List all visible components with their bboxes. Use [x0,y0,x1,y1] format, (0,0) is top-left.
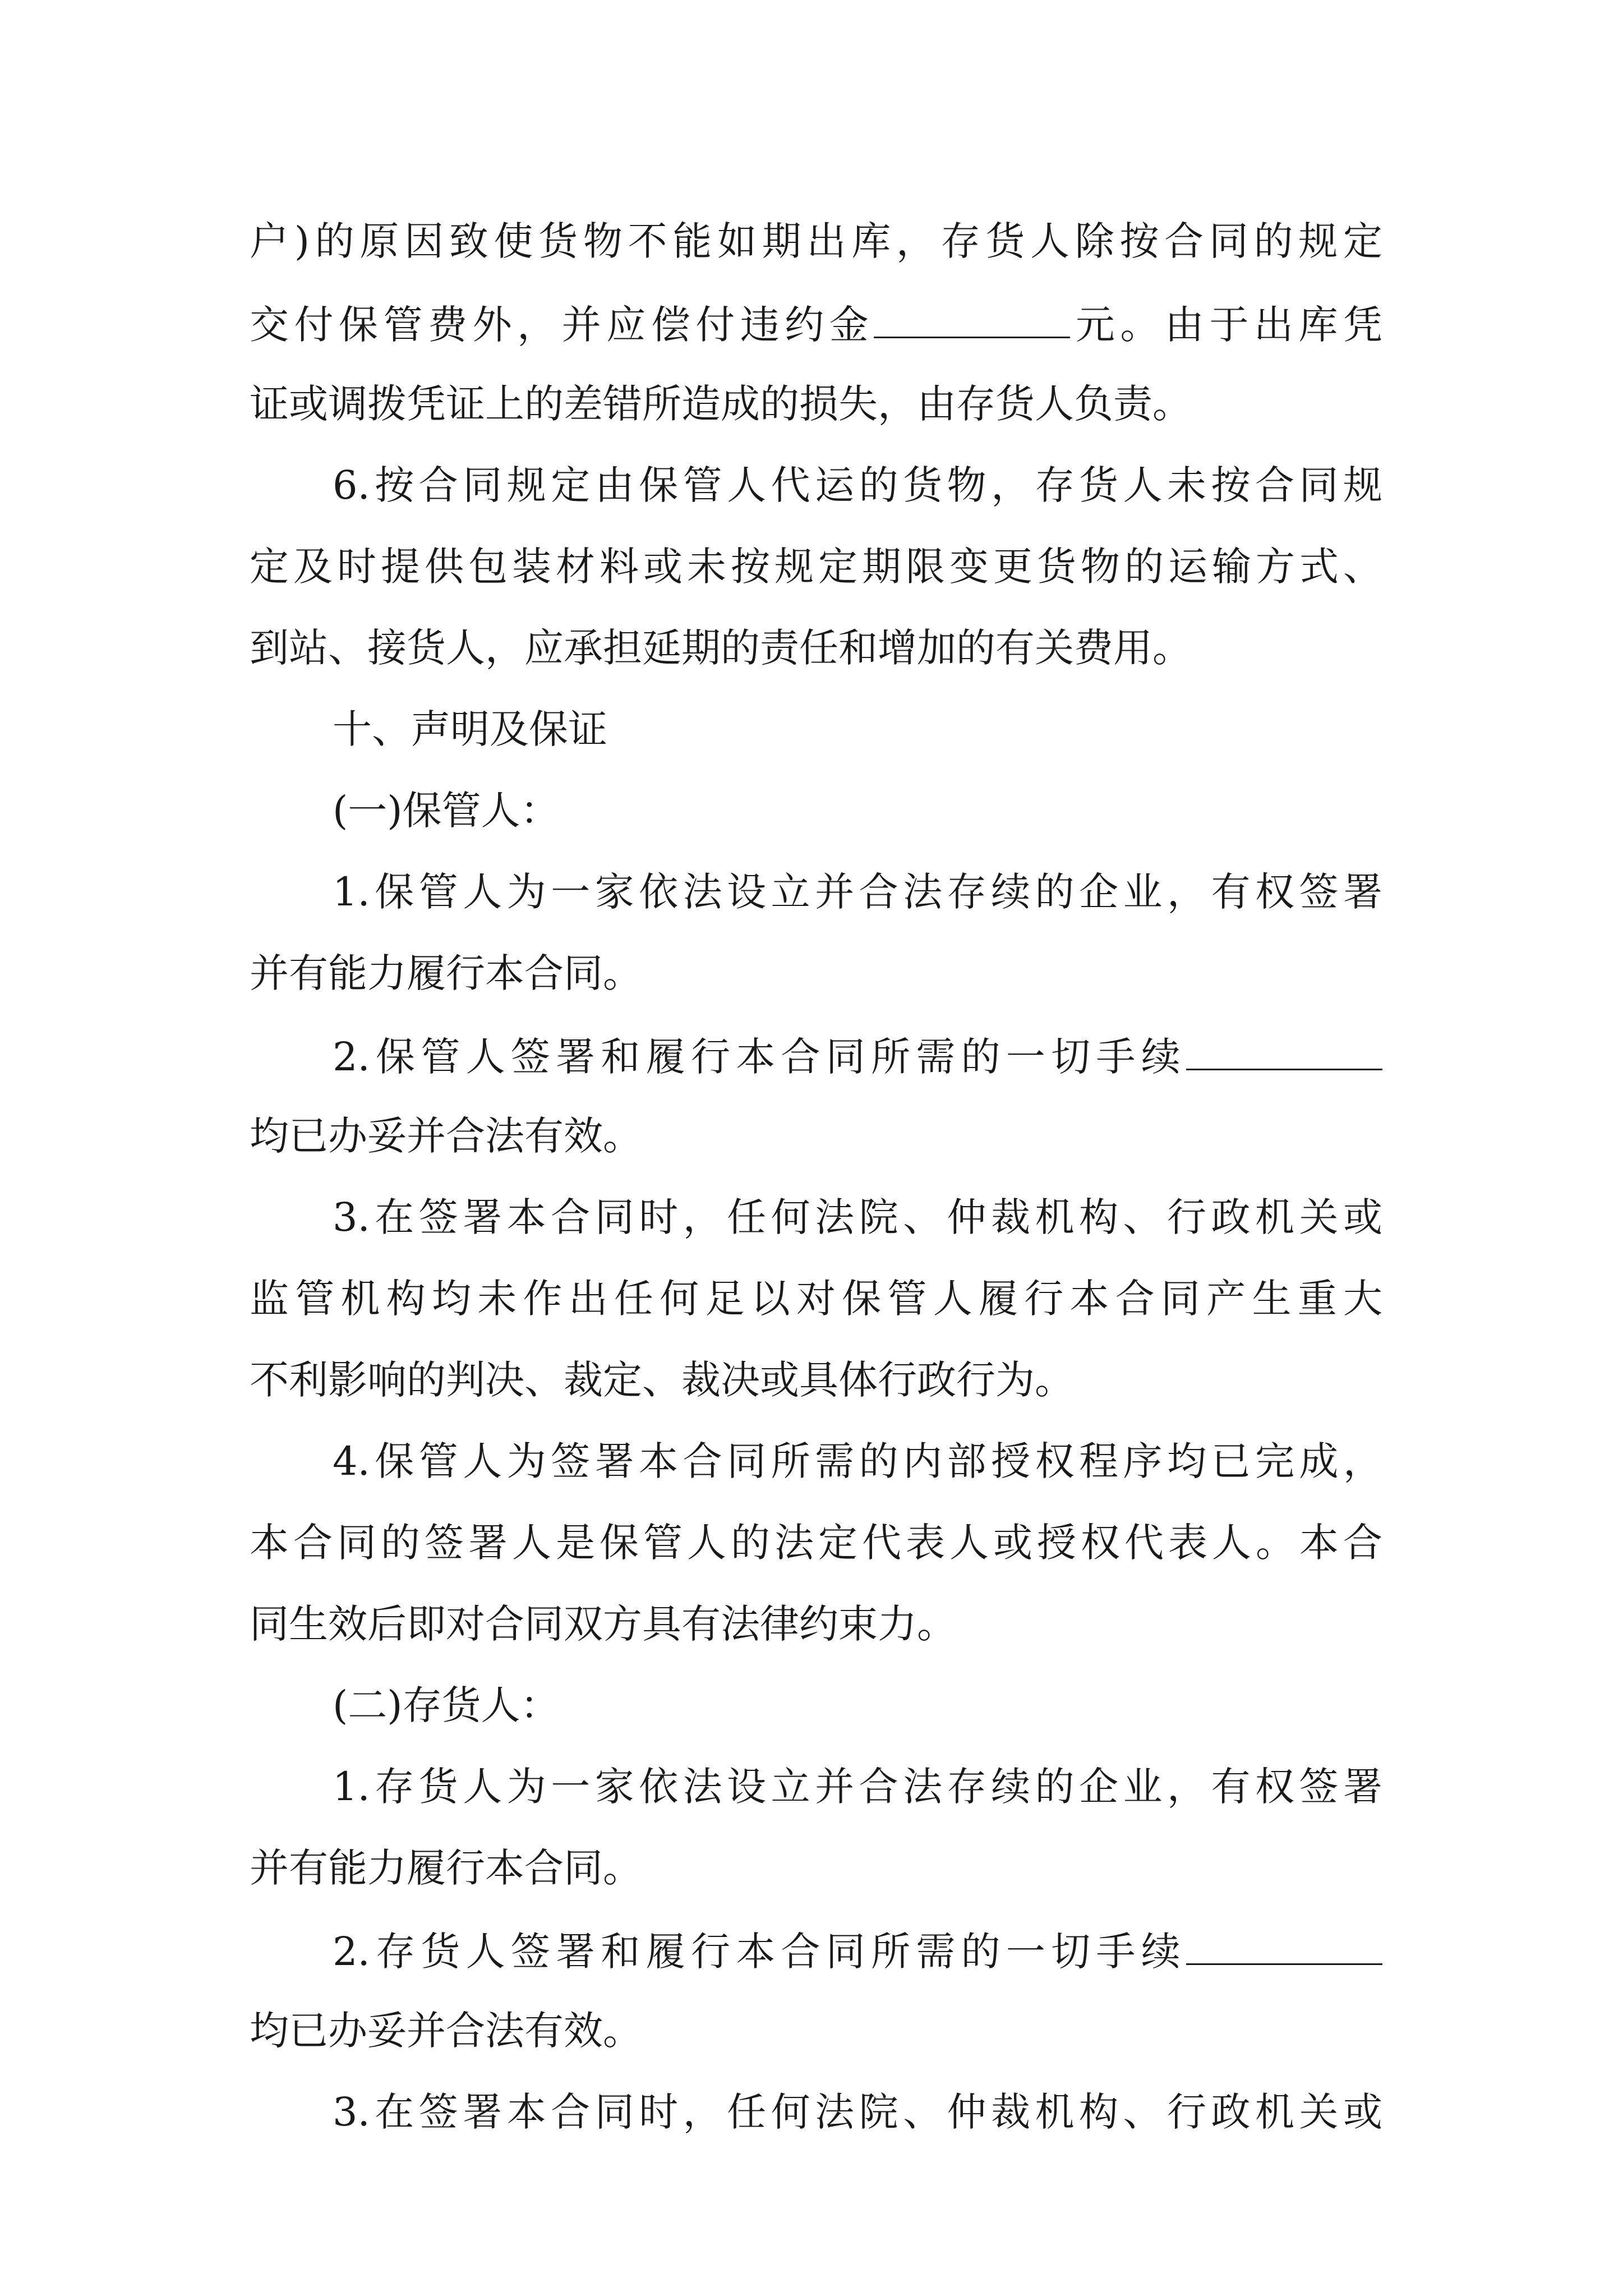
text-line: 6.按合同规定由保管人代运的货物，存货人未按合同规 [333,462,1382,508]
text-line: 均已办妥并合法有效。 [250,1113,642,1159]
text-line [333,1024,1382,1085]
text-line: 到站、接货人，应承担延期的责任和增加的有关费用。 [250,625,1192,671]
text-line: 本合同的签署人是保管人的法定代表人或授权代表人。本合 [250,1520,1382,1566]
text-line: 4.保管人为签署本合同所需的内部授权程序均已完成， [333,1438,1382,1484]
text-line: 同生效后即对合同双方具有法律约束力。 [250,1601,956,1647]
text-line [250,292,1382,353]
text-line: 证或调拨凭证上的差错所造成的损失，由存货人负责。 [250,381,1192,427]
fill-in-blank [1186,1024,1382,1070]
text-line: 均已办妥并合法有效。 [250,2008,642,2054]
text-line: 1.保管人为一家依法设立并合法存续的企业，有权签署 [333,869,1382,915]
text-segment: 2.保管人签署和履行本合同所需的一切手续 [333,1034,1186,1080]
text-line [333,1918,1382,1980]
text-line: 户)的原因致使货物不能如期出库，存货人除按合同的规定 [250,218,1382,264]
subsection-heading: (二)存货人： [333,1682,560,1728]
text-line: 监管机构均未作出任何足以对保管人履行本合同产生重大 [250,1276,1382,1322]
text-line: 不利影响的判决、裁定、裁决或具体行政行为。 [250,1357,1074,1403]
subsection-heading: (一)保管人： [333,788,560,834]
text-segment: 2.存货人签署和履行本合同所需的一切手续 [333,1929,1186,1975]
text-line: 并有能力履行本合同。 [250,950,642,996]
fill-in-blank [874,292,1070,338]
text-segment: 交付保管费外，并应偿付违约金 [250,302,874,348]
text-line: 并有能力履行本合同。 [250,1845,642,1891]
fill-in-blank [1186,1918,1382,1965]
text-segment: 元。由于出库凭 [1070,302,1382,348]
text-line: 1.存货人为一家依法设立并合法存续的企业，有权签署 [333,1764,1382,1810]
text-line: 定及时提供包装材料或未按规定期限变更货物的运输方式、 [250,544,1382,590]
text-line: 3.在签署本合同时，任何法院、仲裁机构、行政机关或 [333,1194,1382,1240]
section-heading: 十、声明及保证 [333,706,607,752]
text-line: 3.在签署本合同时，任何法院、仲裁机构、行政机关或 [333,2089,1382,2135]
